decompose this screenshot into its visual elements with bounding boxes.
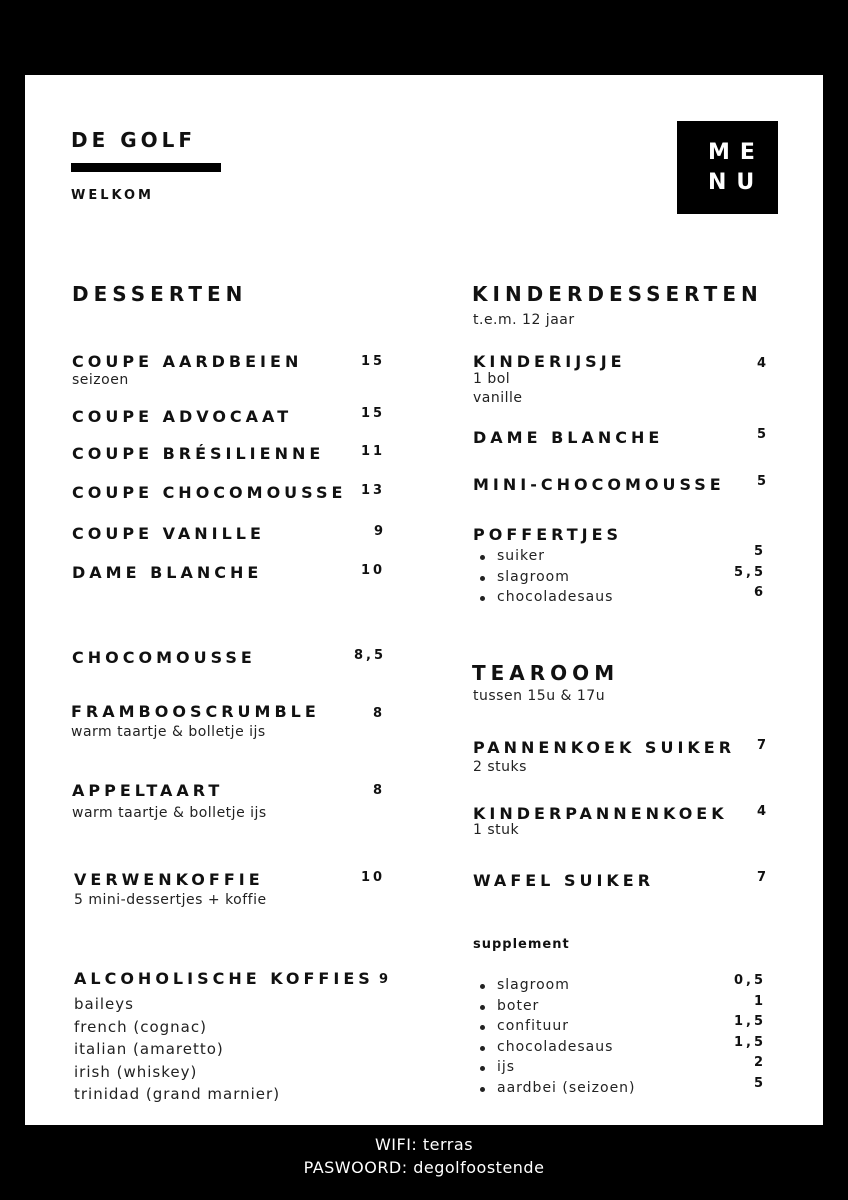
supplement-list — [480, 973, 766, 1100]
menu-item-price: 15 — [361, 406, 386, 421]
menu-item-description: seizoen — [72, 372, 129, 388]
supplement-title: supplement — [473, 937, 570, 952]
menu-item-name: POFFERTJES — [473, 525, 623, 544]
menu-item-name: CHOCOMOUSSE — [72, 648, 256, 667]
welcome-text: WELKOM — [71, 188, 154, 203]
menu-item-price: 4 — [757, 356, 770, 371]
section-title-kinderdesserten: KINDERDESSERTEN — [472, 282, 763, 306]
option-price: 1,5 — [733, 1034, 766, 1050]
option-label: boter — [497, 997, 540, 1014]
list-item: italian (amaretto) — [74, 1040, 224, 1058]
option-label: chocoladesaus — [497, 589, 614, 605]
bullet-icon — [480, 1066, 485, 1071]
option-label: confituur — [497, 1018, 569, 1034]
option-price: 5 — [753, 544, 766, 559]
menu-item-name: VERWENKOFFIE — [74, 870, 264, 889]
bullet-icon — [480, 596, 485, 601]
menu-item-price: 9 — [379, 972, 392, 987]
menu-item-name: COUPE AARDBEIEN — [72, 352, 303, 371]
menu-item-price: 7 — [757, 738, 770, 753]
list-item — [480, 993, 766, 1019]
option-label: suiker — [497, 548, 546, 564]
option-price: 1 — [753, 993, 766, 1009]
option-label: aardbei (seizoen) — [497, 1079, 636, 1096]
menu-item-price: 5 — [757, 474, 770, 489]
menu-item-name: APPELTAART — [72, 781, 224, 800]
menu-item-price: 5 — [757, 427, 770, 442]
menu-logo-line2: NU — [708, 170, 765, 195]
menu-item-name: FRAMBOOSCRUMBLE — [71, 702, 320, 721]
menu-item-name: COUPE CHOCOMOUSSE — [72, 483, 347, 502]
poffertjes-options — [480, 544, 766, 610]
option-price: 5 — [753, 1075, 766, 1091]
option-label: ijs — [497, 1059, 516, 1075]
menu-item-description: 1 bol — [473, 371, 511, 387]
menu-item-name: DAME BLANCHE — [72, 563, 263, 582]
list-item — [480, 544, 766, 569]
menu-item-description: vanille — [473, 390, 523, 406]
menu-item-description: 1 stuk — [473, 822, 520, 838]
menu-item-price: 4 — [757, 804, 770, 819]
menu-item-description: 5 mini-dessertjes + koffie — [74, 892, 267, 908]
bullet-icon — [480, 576, 485, 581]
menu-item-name: KINDERIJSJE — [473, 352, 626, 371]
option-price: 1,5 — [733, 1014, 766, 1029]
section-subtitle: t.e.m. 12 jaar — [473, 312, 575, 328]
bullet-icon — [480, 1087, 485, 1092]
menu-item-price: 10 — [361, 870, 386, 885]
menu-logo-line1: ME — [708, 140, 765, 165]
bullet-icon — [480, 1005, 485, 1010]
menu-item-price: 8 — [373, 783, 386, 798]
menu-item-description: warm taartje & bolletje ijs — [71, 724, 266, 740]
list-item — [480, 973, 766, 998]
menu-item-name: COUPE VANILLE — [72, 524, 265, 543]
section-title-desserten: DESSERTEN — [72, 282, 248, 306]
menu-item-price: 11 — [361, 444, 386, 459]
alcoholic-coffee-list — [74, 993, 280, 1106]
list-item — [480, 564, 766, 590]
menu-item-description: 2 stuks — [473, 759, 527, 775]
option-price: 2 — [753, 1055, 766, 1070]
menu-item-name: KINDERPANNENKOEK — [473, 804, 728, 823]
menu-logo-box — [677, 121, 778, 214]
option-price: 5,5 — [733, 564, 766, 580]
menu-item-name: MINI-CHOCOMOUSSE — [473, 475, 725, 494]
list-item — [480, 1075, 766, 1101]
wifi-info: WIFI: terras — [374, 1135, 474, 1154]
menu-item-name: COUPE ADVOCAAT — [72, 407, 293, 426]
list-item — [480, 585, 766, 610]
bullet-icon — [480, 984, 485, 989]
list-item — [480, 1014, 766, 1039]
menu-item-description: warm taartje & bolletje ijs — [72, 805, 267, 821]
menu-item-price: 9 — [374, 524, 387, 539]
menu-item-price: 15 — [361, 354, 386, 369]
menu-item-price: 7 — [757, 870, 770, 885]
option-price: 6 — [753, 585, 766, 600]
list-item: baileys — [74, 995, 134, 1013]
option-label: slagroom — [497, 568, 570, 585]
section-title-tearoom: TEAROOM — [472, 661, 620, 685]
menu-item-price: 10 — [361, 563, 386, 578]
option-label: chocoladesaus — [497, 1038, 614, 1055]
menu-item-name: WAFEL SUIKER — [473, 871, 655, 890]
list-item: french (cognac) — [74, 1017, 207, 1036]
wifi-password: PASWOORD: degolfoostende — [303, 1158, 545, 1177]
menu-item-price: 8 — [373, 706, 386, 721]
option-price: 0,5 — [733, 973, 766, 988]
menu-item-name: DAME BLANCHE — [473, 428, 664, 447]
list-item — [480, 1055, 766, 1080]
list-item — [480, 1034, 766, 1060]
list-item: trinidad (grand marnier) — [74, 1085, 281, 1103]
menu-item-price: 13 — [361, 483, 386, 498]
menu-item-name: PANNENKOEK SUIKER — [473, 738, 736, 757]
option-label: slagroom — [497, 977, 570, 993]
menu-page — [25, 75, 823, 1125]
list-item: irish (whiskey) — [74, 1062, 198, 1081]
brand-underline — [71, 163, 221, 172]
section-subtitle: tussen 15u & 17u — [473, 688, 606, 704]
menu-item-price: 8,5 — [354, 648, 387, 663]
bullet-icon — [480, 555, 485, 560]
brand-title: DE GOLF — [71, 128, 197, 152]
bullet-icon — [480, 1046, 485, 1051]
bullet-icon — [480, 1025, 485, 1030]
menu-item-name: COUPE BRÉSILIENNE — [72, 444, 325, 463]
menu-item-name: ALCOHOLISCHE KOFFIES — [74, 969, 374, 988]
